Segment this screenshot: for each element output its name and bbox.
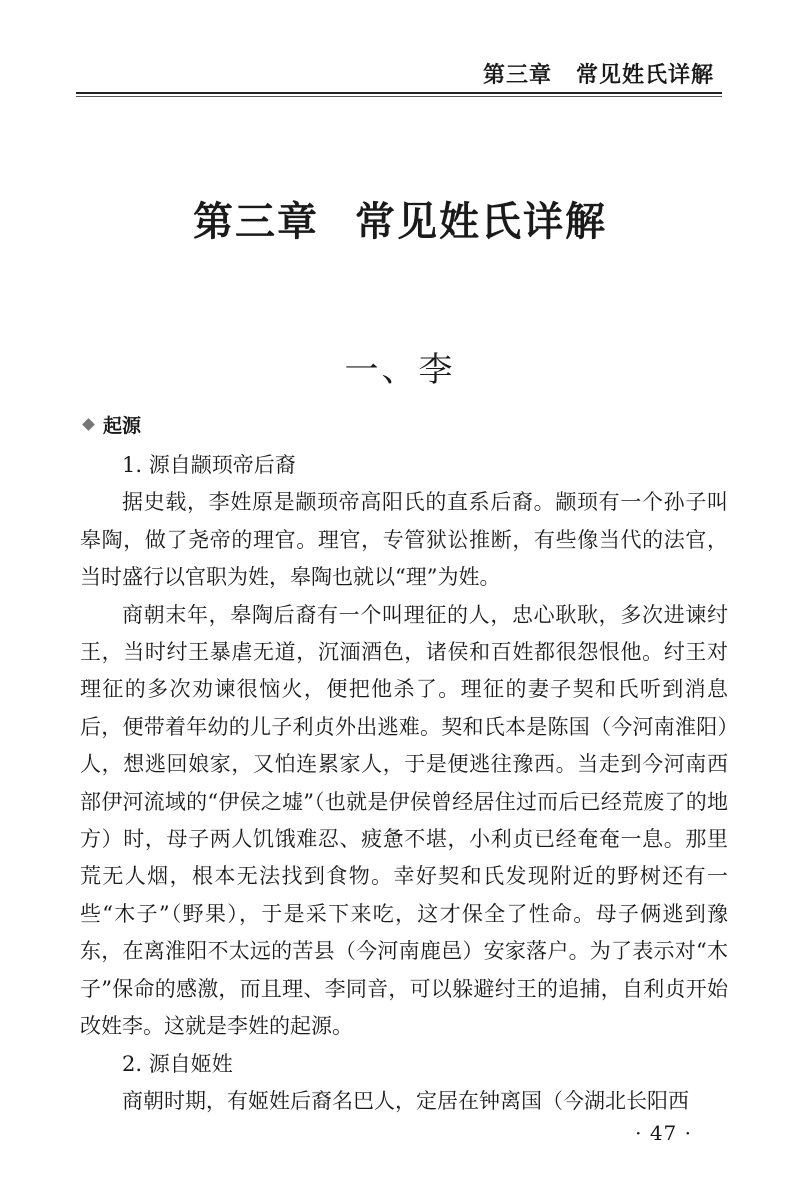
header-rule-thin — [76, 96, 722, 97]
running-head — [483, 58, 714, 89]
diamond-icon — [82, 418, 95, 431]
chapter-name: 常见姓氏详解 — [355, 199, 607, 245]
section-title: 一、李 — [344, 350, 456, 390]
paragraph: 据史载，李姓原是颛顼帝高阳氏的直系后裔。颛顼有一个孙子叫皋陶，做了尧帝的理官。理官，专管狱讼推断，有些像当代的法官，当时盛行以官职为姓，皋陶也就以“理”为姓。 — [80, 490, 728, 590]
subhead-label: 起源 — [103, 415, 142, 437]
running-head-title: 常见姓氏详解 — [575, 63, 714, 88]
page-number: · 47 · — [635, 1121, 692, 1145]
list-item-heading: 2. 源自姬姓 — [122, 1051, 233, 1076]
chapter-number: 第三章 — [193, 199, 319, 245]
chapter-title — [0, 190, 800, 247]
paragraph: 商朝末年，皋陶后裔有一个叫理征的人，忠心耿耿，多次进谏纣王，当时纣王暴虐无道，沉湎酒色，诸侯和百姓都很怨恨他。纣王对理征的多次劝谏很恼火，便把他杀了。理征的妻子契和氏听到消息后，便带着年幼的儿子利贞外出逃难。契和氏本是陈国（今河南淮阳）人，想逃回娘家，又怕连累家人，于是便逃往豫西。当走到今河南西部伊河流域的“伊侯之墟”（也就是伊侯曾经居住过而后已经荒废了的地方）时，母子两人饥饿难忍、疲惫不堪，小利贞已经奄奄一息。那里荒无人烟，根本无法找到食物。幸好契和氏发现附近的野树还有一些“木子”（野果），于是采下来吃，这才保全了性命。母子俩逃到豫东，在离淮阳不太远的苦县（今河南鹿邑）安家落户。为了表示对“木子”保命的感激，而且理、李同音，可以躲避纣王的追捕，自利贞开始改姓李。这就是李姓的起源。 — [80, 602, 728, 1039]
body-text — [80, 447, 728, 1120]
running-head-chapter: 第三章 — [482, 63, 552, 88]
list-item-heading: 1. 源自颛顼帝后裔 — [122, 453, 296, 477]
subhead-origin — [80, 411, 141, 438]
paragraph: 商朝时期，有姬姓后裔名巴人，定居在钟离国（今湖北长阳西 — [122, 1088, 689, 1113]
header-rule — [76, 92, 722, 94]
